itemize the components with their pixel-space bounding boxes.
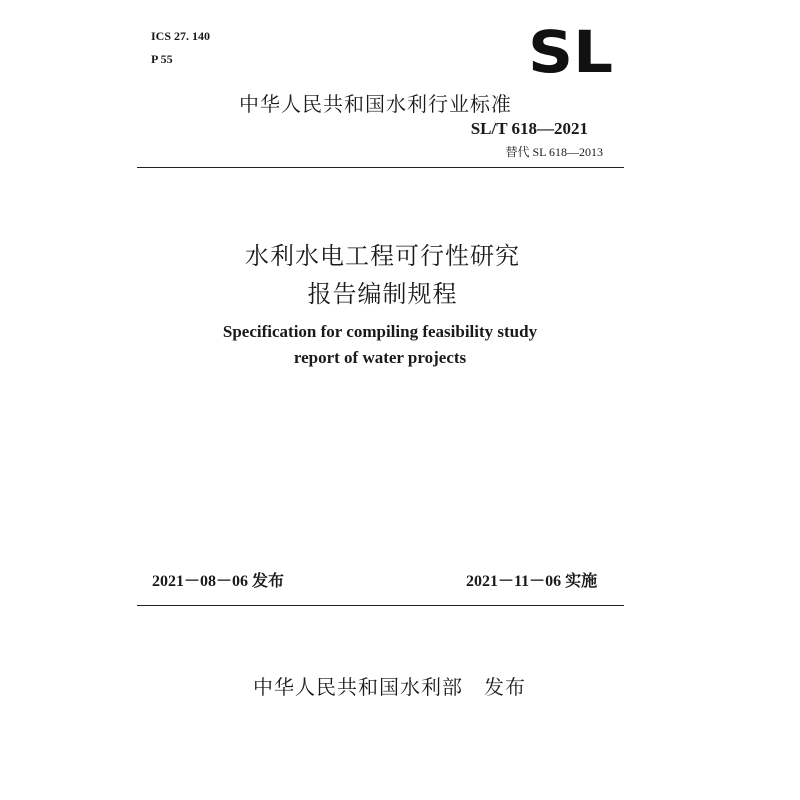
issue-date: 2021－08－06 发布 [152,573,285,590]
top-divider [137,167,624,168]
replaces-note: 替代 SL 618—2013 [505,145,603,159]
ccs-code: P 55 [151,52,173,66]
implement-date: 2021－11－06 实施 [466,573,598,590]
standard-code: SL/T 618—2021 [470,119,588,138]
sl-logo: SL [528,18,614,86]
standard-category: 中华人民共和国水利行业标准 [239,92,512,116]
title-en-line1: Specification for compiling feasibility study [222,322,538,341]
bottom-divider [137,605,624,606]
ics-code: ICS 27. 140 [151,29,211,43]
title-zh-line1: 水利水电工程可行性研究 [245,242,520,270]
title-zh-line2: 报告编制规程 [307,280,458,308]
title-en-line2: report of water projects [293,348,467,367]
publisher: 中华人民共和国水利部 发布 [253,675,526,699]
